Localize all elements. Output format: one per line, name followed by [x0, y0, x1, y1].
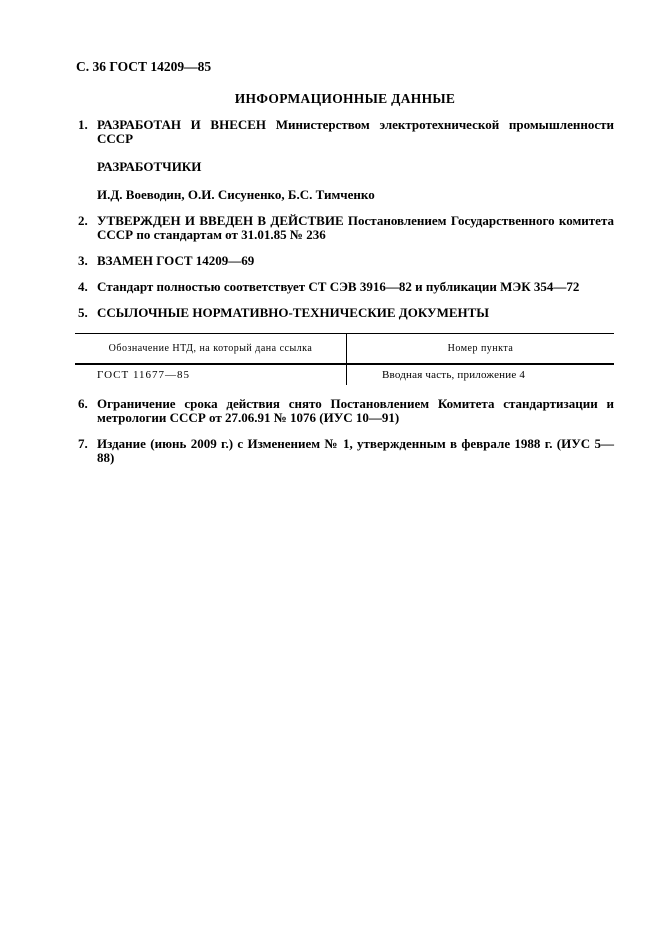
- table-row: [75, 365, 614, 385]
- page-header: С. 36 ГОСТ 14209—85: [76, 59, 212, 74]
- info-item-4: [76, 280, 614, 294]
- item-text: ССЫЛОЧНЫЕ НОРМАТИВНО-ТЕХНИЧЕСКИЕ ДОКУМЕНТЫ: [97, 305, 490, 320]
- item-number: 6.: [78, 396, 88, 411]
- item-number: 5.: [78, 305, 88, 320]
- item-number: 7.: [78, 436, 88, 451]
- item-number: 1.: [78, 117, 88, 132]
- item-subtext-developers: РАЗРАБОТЧИКИ: [97, 159, 202, 174]
- item-text: Стандарт полностью соответствует СТ СЭВ 3916—82 и публикации МЭК 354—72: [97, 279, 580, 294]
- page-content: [76, 60, 614, 465]
- item-text: РАЗРАБОТАН И ВНЕСЕН Министерством электротехнической промышленности СССР: [97, 117, 614, 146]
- item-number: 3.: [78, 253, 88, 268]
- item-text: Ограничение срока действия снято Постановлением Комитета стандартизации и метрологии СССР от 27.06.91 № 1076 (ИУС 10—91): [97, 396, 614, 425]
- table-cell-clause: Вводная часть, приложение 4: [382, 369, 526, 381]
- item-text: Издание (июнь 2009 г.) с Изменением № 1, утвержденным в феврале 1988 г. (ИУС 5—88): [97, 436, 614, 465]
- info-item-3: [76, 254, 614, 268]
- table-header-cell-clause: Номер пункта: [447, 343, 514, 354]
- item-text: ВЗАМЕН ГОСТ 14209—69: [97, 253, 255, 268]
- info-item-1: [76, 118, 614, 202]
- item-number: 4.: [78, 279, 88, 294]
- info-item-6: [76, 397, 614, 425]
- info-item-5: [76, 306, 614, 320]
- item-text: УТВЕРЖДЕН И ВВЕДЕН В ДЕЙСТВИЕ Постановлением Государственного комитета СССР по стандартам от 31.01.85 № 236: [97, 213, 614, 242]
- info-item-7: [76, 437, 614, 465]
- references-table: [75, 333, 614, 385]
- info-item-2: [76, 214, 614, 242]
- item-number: 2.: [78, 213, 88, 228]
- document-title: ИНФОРМАЦИОННЫЕ ДАННЫЕ: [234, 91, 456, 106]
- table-header-row: [75, 334, 614, 365]
- table-cell-ntd: ГОСТ 11677—85: [75, 365, 347, 385]
- table-header-cell-ntd: Обозначение НТД, на который дана ссылка: [75, 334, 347, 363]
- item-subtext-names: И.Д. Воеводин, О.И. Сисуненко, Б.С. Тимченко: [97, 187, 375, 202]
